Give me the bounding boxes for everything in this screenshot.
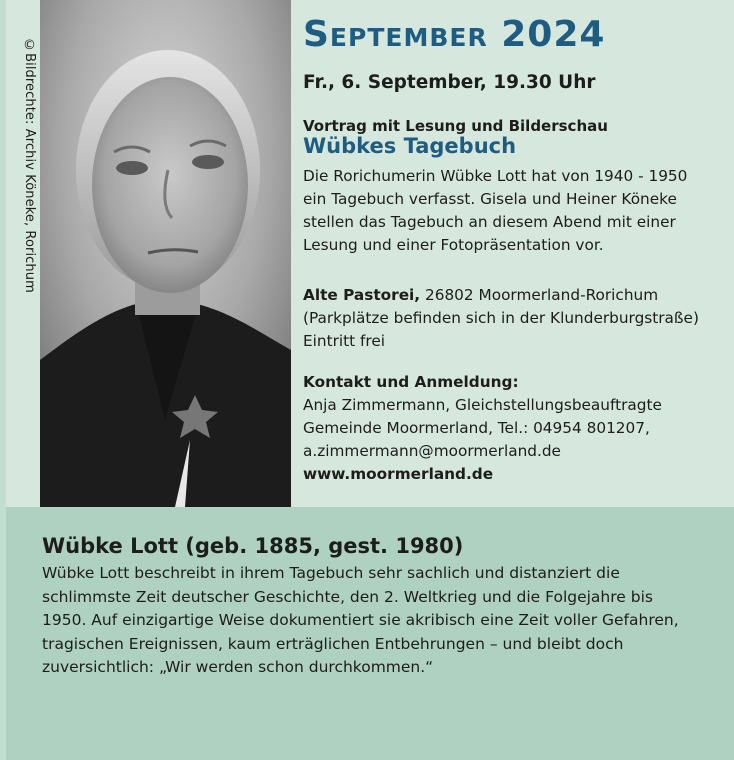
description-line: stellen das Tagebuch an diesem Abend mit einer <box>303 213 676 231</box>
portrait-photo-icon <box>40 0 291 507</box>
event-title: Wübkes Tagebuch <box>303 134 517 158</box>
contact-email: a.zimmermann@moormerland.de <box>303 442 561 460</box>
portrait-photo <box>40 0 291 507</box>
contact-line: Gemeinde Moormerland, Tel.: 04954 801207, <box>303 419 650 437</box>
description-line: Die Rorichumerin Wübke Lott hat von 1940 - 1950 <box>303 167 688 185</box>
parking-note: (Parkplätze befinden sich in der Klunderburgstraße) <box>303 309 699 327</box>
biography-line: schlimmste Zeit deutscher Geschichte, den 2. Weltkrieg und die Folgejahre bis <box>42 587 653 606</box>
venue-name: Alte Pastorei, <box>303 286 421 304</box>
venue-address: 26802 Moormerland-Rorichum <box>420 286 659 304</box>
contact-website: www.moormerland.de <box>303 465 494 483</box>
photo-credit: ©Bildrechte: Archiv Köneke, Rorichum <box>22 38 37 293</box>
biography-title: Wübke Lott (geb. 1885, gest. 1980) <box>42 534 464 558</box>
biography-line: Wübke Lott beschreibt in ihrem Tagebuch sehr sachlich und distanziert die <box>42 564 620 582</box>
contact-block <box>303 371 728 486</box>
admission-note: Eintritt frei <box>303 332 386 350</box>
contact-line: Anja Zimmermann, Gleichstellungsbeauftragte <box>303 396 662 414</box>
month-heading: September 2024 <box>303 14 606 55</box>
event-description <box>303 165 728 257</box>
biography-text <box>42 562 732 680</box>
biography-line: 1950. Auf einzigartige Weise dokumentiert sie akribisch eine Zeit voller Gefahren, <box>42 611 679 629</box>
event-venue <box>303 284 728 353</box>
biography-line: tragischen Ereignissen, kaum erträglichen Entbehrungen – und bleibt doch <box>42 634 624 653</box>
description-line: Lesung und einer Fotopräsentation vor. <box>303 236 604 254</box>
contact-heading: Kontakt und Anmeldung: <box>303 373 519 391</box>
venue-line <box>303 284 728 307</box>
biography-section <box>6 507 734 760</box>
description-line: ein Tagebuch verfasst. Gisela und Heiner Köneke <box>303 190 677 208</box>
event-date-time: Fr., 6. September, 19.30 Uhr <box>303 72 596 93</box>
event-type: Vortrag mit Lesung und Bilderschau <box>303 117 608 135</box>
biography-line: zuversichtlich: „Wir werden schon durchkommen.“ <box>42 658 434 676</box>
